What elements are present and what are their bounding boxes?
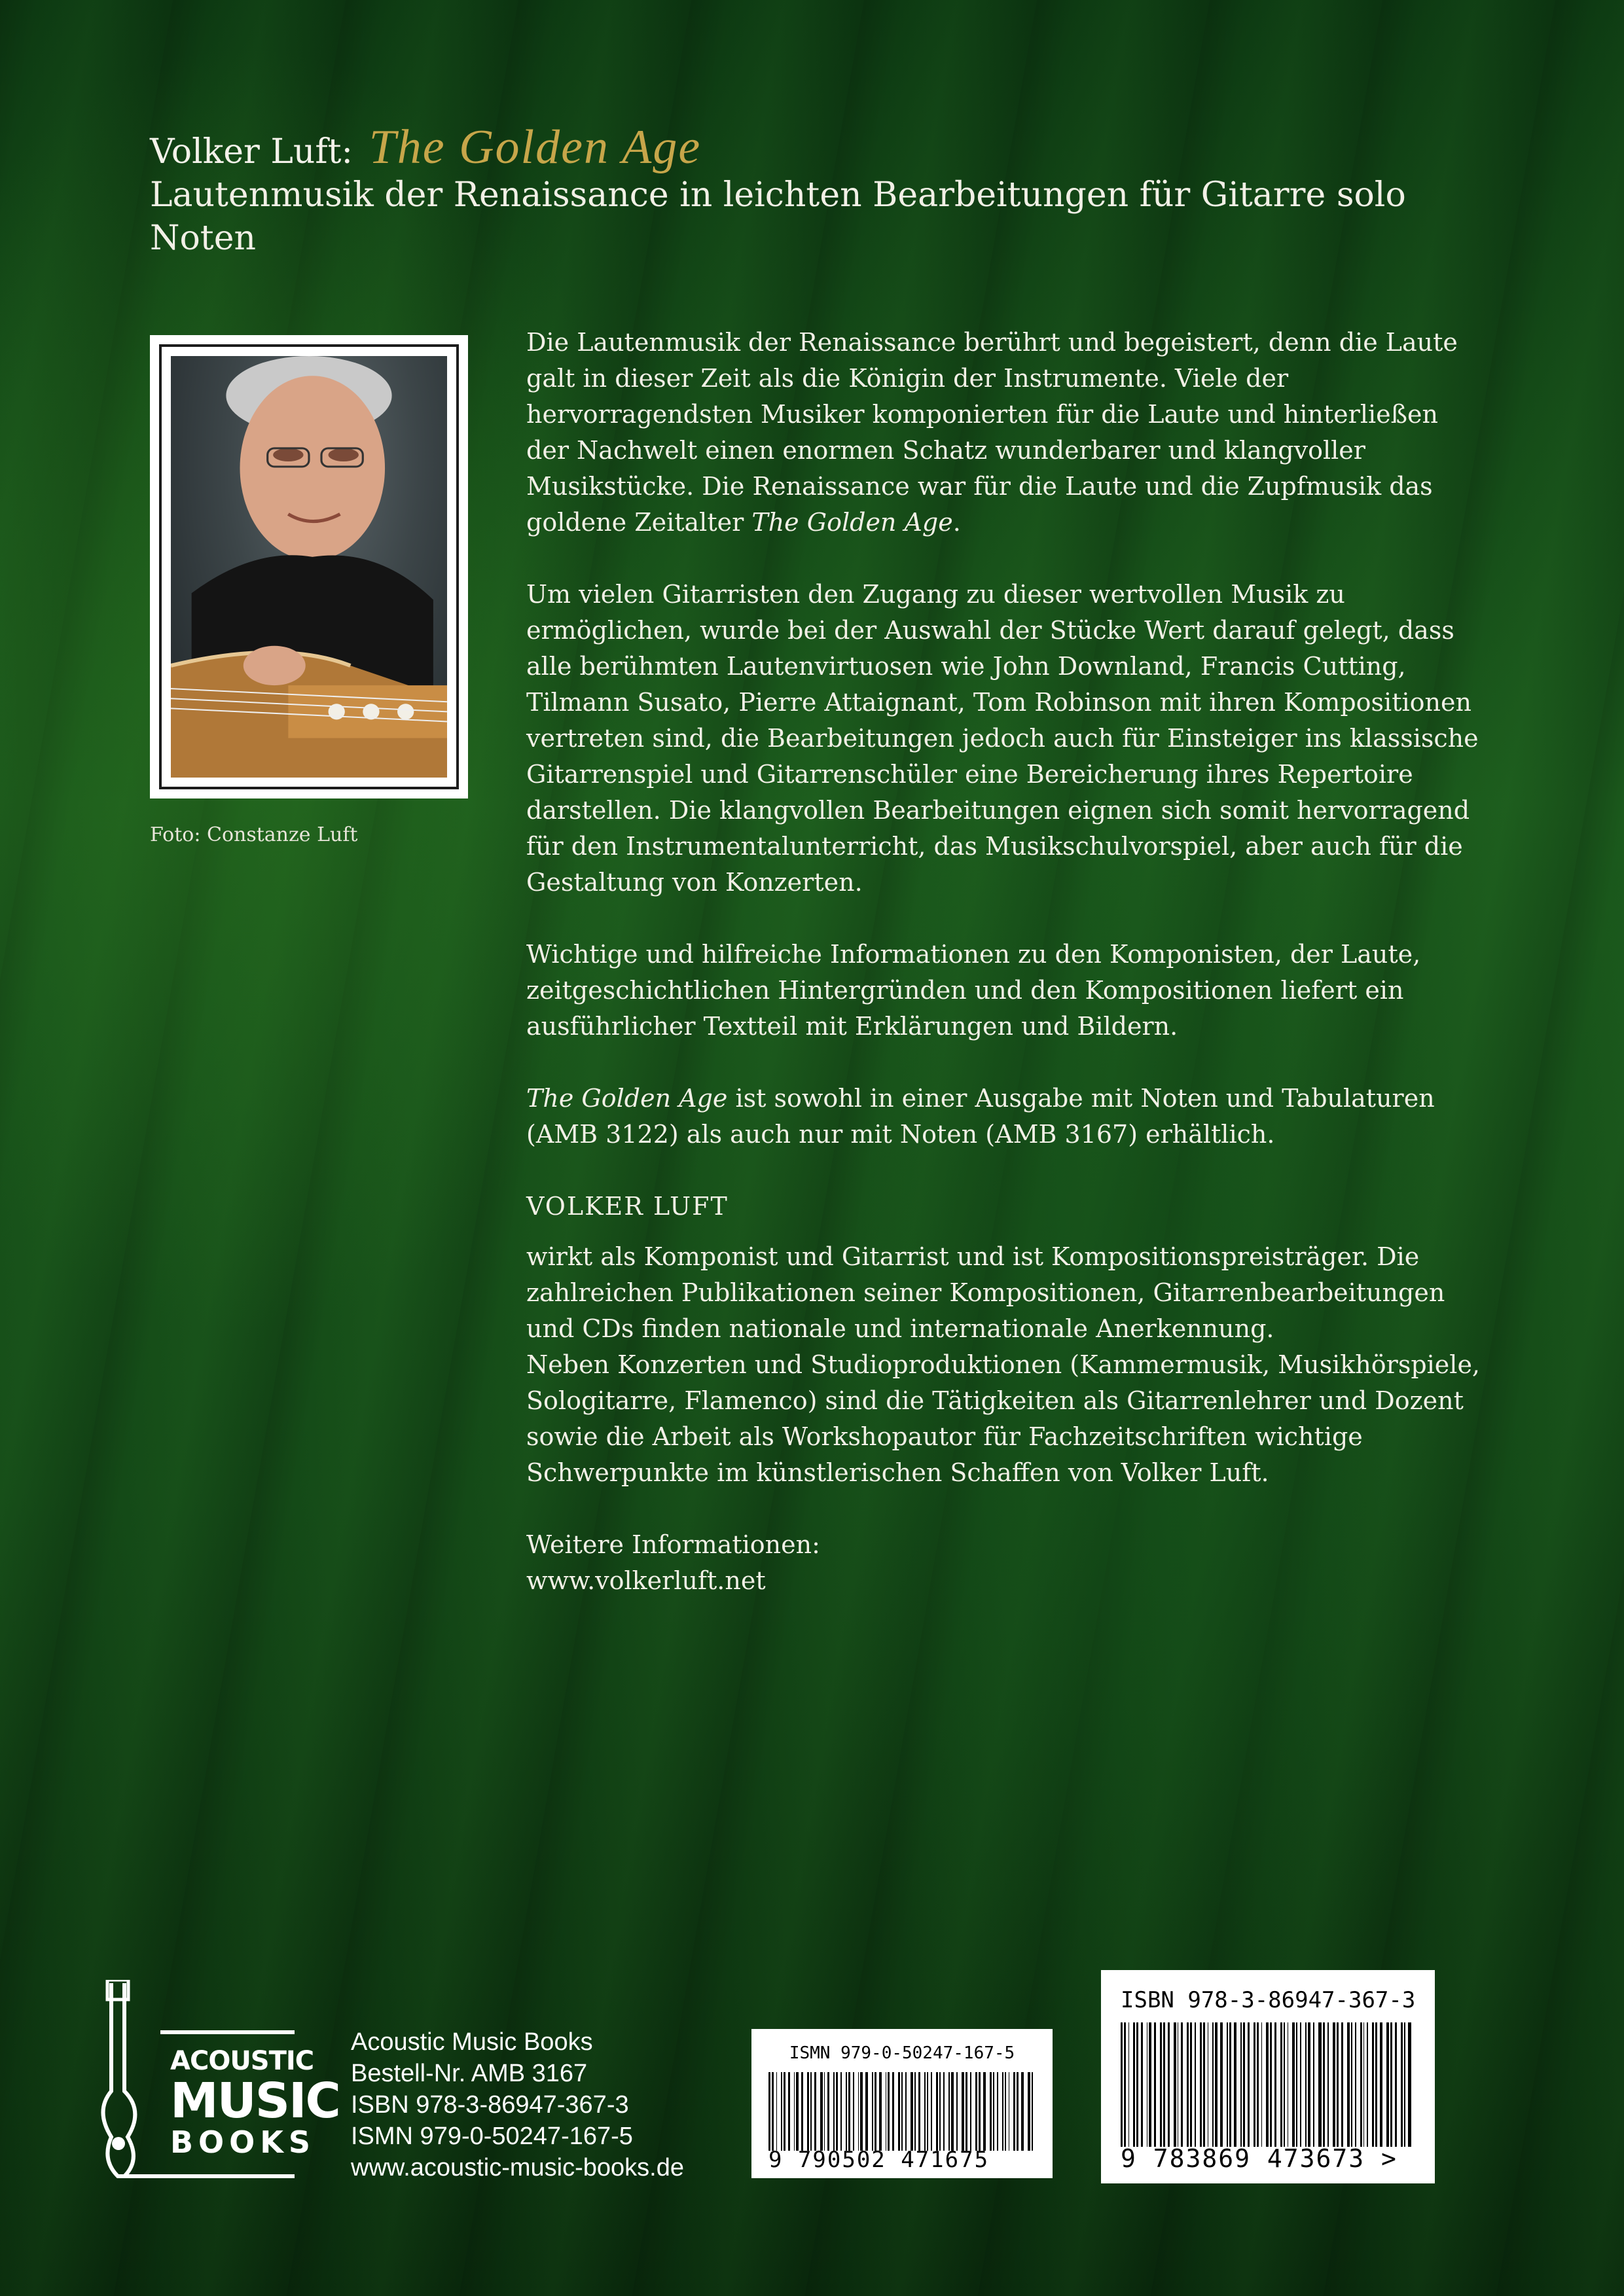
paragraph-selection: Um vielen Gitarristen den Zugang zu dieser wertvollen Musik zu ermöglichen, wurde bei der Auswahl der Stücke Wert darauf gelegt, dass alle berühmten Lautenvirtuosen wie John Downland, Francis Cutting, Tilmann Susato, Pierre Attaignant, Tom Robinson mit ihren Kompositionen vertreten sind, die Bearbeitungen jedoch auch für Einsteiger ins klassische Gitarrenspiel und Gitarrenschüler eine Bereicherung ihres Repertoire darstellen. Die klangvollen Bearbeitungen eignen sich somit hervorragend für den Instrumentalunterricht, das Musikschulvorspiel, aber auch für die Gestaltung von Konzerten. bbox=[526, 580, 1479, 897]
publisher-logo bbox=[98, 1980, 340, 2183]
ismn-bars-icon bbox=[768, 2072, 1036, 2151]
author-photo-icon bbox=[171, 356, 447, 778]
ismn-barcode-digits: 9 790502 471675 bbox=[768, 2147, 990, 2173]
ismn-barcode bbox=[751, 2029, 1053, 2178]
description bbox=[526, 325, 1482, 1599]
isbn-text: ISBN 978-3-86947-367-3 bbox=[351, 2091, 629, 2119]
bio-paragraph-1: wirkt als Komponist und Gitarrist und ist Kompositionspreisträger. Die zahlreichen Publikationen seiner Kompositionen, Gitarrenbearbeitungen und CDs finden nationale und internationale Anerkennung. bbox=[526, 1242, 1445, 1343]
logo-word-music: MUSIC bbox=[170, 2073, 340, 2129]
edition-label: Noten bbox=[150, 219, 256, 258]
logo-word-acoustic: ACOUSTIC bbox=[170, 2046, 314, 2076]
website-link[interactable]: www.volkerluft.net bbox=[526, 1566, 766, 1595]
header bbox=[150, 120, 1525, 260]
isbn-bars-icon bbox=[1121, 2022, 1415, 2147]
author-name: Volker Luft: bbox=[150, 132, 353, 171]
publisher-name: Acoustic Music Books bbox=[351, 2028, 593, 2056]
title-line bbox=[150, 120, 1525, 174]
more-info-label: Weitere Informationen: bbox=[526, 1530, 820, 1559]
bio-paragraph-2: Neben Konzerten und Studioproduktionen (Kammermusik, Musikhörspiele, Sologitarre, Flamenco) sind die Tätigkeiten als Gitarrenlehrer und Dozent sowie die Arbeit als Workshopautor für Fachzeitschriften wichtige Schwerpunkte im künstlerischen Schaffen von Volker Luft. bbox=[526, 1350, 1481, 1487]
order-number: Bestell-Nr. AMB 3167 bbox=[351, 2060, 588, 2087]
author-photo bbox=[171, 356, 447, 778]
paragraph-intro: Die Lautenmusik der Renaissance berührt und begeistert, denn die Laute galt in dieser Zeit als die Königin der Instrumente. Viele der hervorragendsten Musiker komponierten für die Laute und hinterließen der Nachwelt einen enormen Schatz wunderbarer und klangvoller Musikstücke. Die Renaissance war für die Laute und die Zupfmusik das goldene Zeitalter The Golden Age. bbox=[526, 328, 1458, 537]
more-info bbox=[526, 1527, 1482, 1599]
isbn-barcode-label: ISBN 978-3-86947-367-3 bbox=[1121, 1987, 1416, 2013]
paragraph-info: Wichtige und hilfreiche Informationen zu den Komponisten, der Laute, zeitgeschichtlichen Hintergründen und den Kompositionen liefert ein ausführlicher Textteil mit Erklärungen und Bildern. bbox=[526, 940, 1421, 1041]
book-subtitle: Lautenmusik der Renaissance in leichten Bearbeitungen für Gitarre solo bbox=[150, 175, 1406, 215]
bio-heading: VOLKER LUFT bbox=[526, 1192, 729, 1221]
book-title: The Golden Age bbox=[369, 120, 702, 174]
publisher-url[interactable]: www.acoustic-music-books.de bbox=[351, 2154, 684, 2181]
isbn-barcode bbox=[1101, 1970, 1435, 2183]
isbn-barcode-digits: 9 783869 473673 > bbox=[1121, 2144, 1398, 2173]
ismn-text: ISMN 979-0-50247-167-5 bbox=[351, 2123, 633, 2150]
logo-word-books: BOOKS bbox=[170, 2125, 316, 2160]
paragraph-editions: The Golden Age ist sowohl in einer Ausgabe mit Noten und Tabulaturen (AMB 3122) als auch nur mit Noten (AMB 3167) erhältlich. bbox=[526, 1084, 1435, 1149]
author-photo-frame bbox=[150, 335, 468, 798]
photo-credit: Foto: Constanze Luft bbox=[150, 823, 358, 846]
publisher-info bbox=[351, 2026, 684, 2183]
ismn-barcode-label: ISMN 979-0-50247-167-5 bbox=[789, 2043, 1015, 2063]
